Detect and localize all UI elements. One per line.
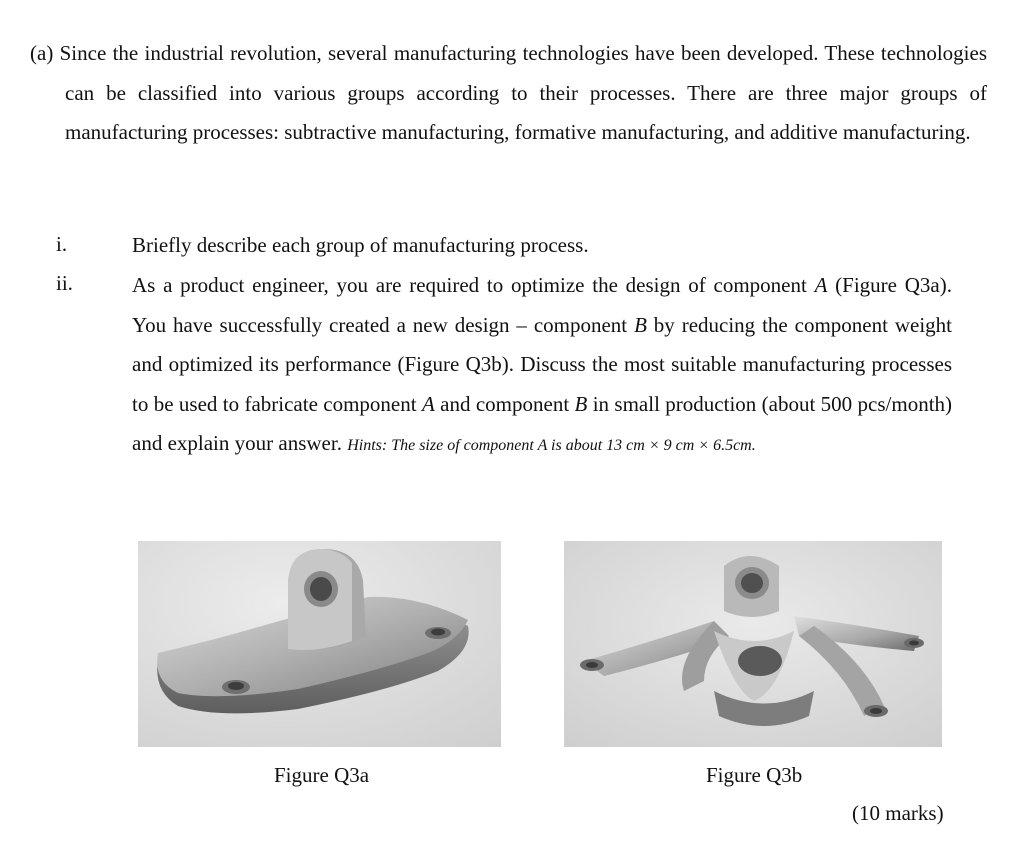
component-b-label-2: B	[574, 391, 588, 416]
list-item-i: Briefly describe each group of manufacturing process.	[132, 233, 589, 257]
component-b-label: B	[634, 312, 647, 337]
figure-q3a-image	[138, 541, 501, 747]
item-ii-text-3: by reducing the component weight and optimized its performance (Figure Q3b). Discuss the most suitable manufacturing processes to be used to fabricate component	[132, 312, 953, 416]
figure-q3a-caption: Figure Q3a	[274, 763, 370, 787]
component-a-label-2: A	[421, 391, 435, 416]
question-intro: (a) Since the industrial revolution, several manufacturing technologies have been developed. These technologies can be classified into various groups according to their processes. There are three major groups of manufacturing processes: subtractive manufacturing, formative manufacturing, and additive manufacturing.	[30, 41, 987, 144]
item-ii-text-4: and component	[434, 391, 575, 416]
list-marker-i: i.	[56, 232, 68, 256]
component-a-illustration	[138, 541, 501, 747]
figure-q3b-caption: Figure Q3b	[706, 763, 803, 787]
component-a-label: A	[814, 273, 828, 297]
marks-label: (10 marks)	[852, 801, 944, 825]
item-ii-text-5: in small production (about 500 pcs/month) and explain your answer.	[132, 391, 953, 455]
size-hint: Hints: The size of component A is about 13 cm × 9 cm × 6.5cm.	[347, 437, 756, 454]
component-b-illustration	[564, 541, 942, 747]
list-marker-ii: ii.	[56, 271, 73, 295]
figure-q3b-image	[564, 541, 942, 747]
item-ii-text-1: As a product engineer, you are required to optimize the design of component	[132, 273, 815, 297]
list-item-ii	[132, 266, 952, 466]
item-ii-text-2: (Figure Q3a). You have successfully created a new design – component	[132, 273, 952, 337]
